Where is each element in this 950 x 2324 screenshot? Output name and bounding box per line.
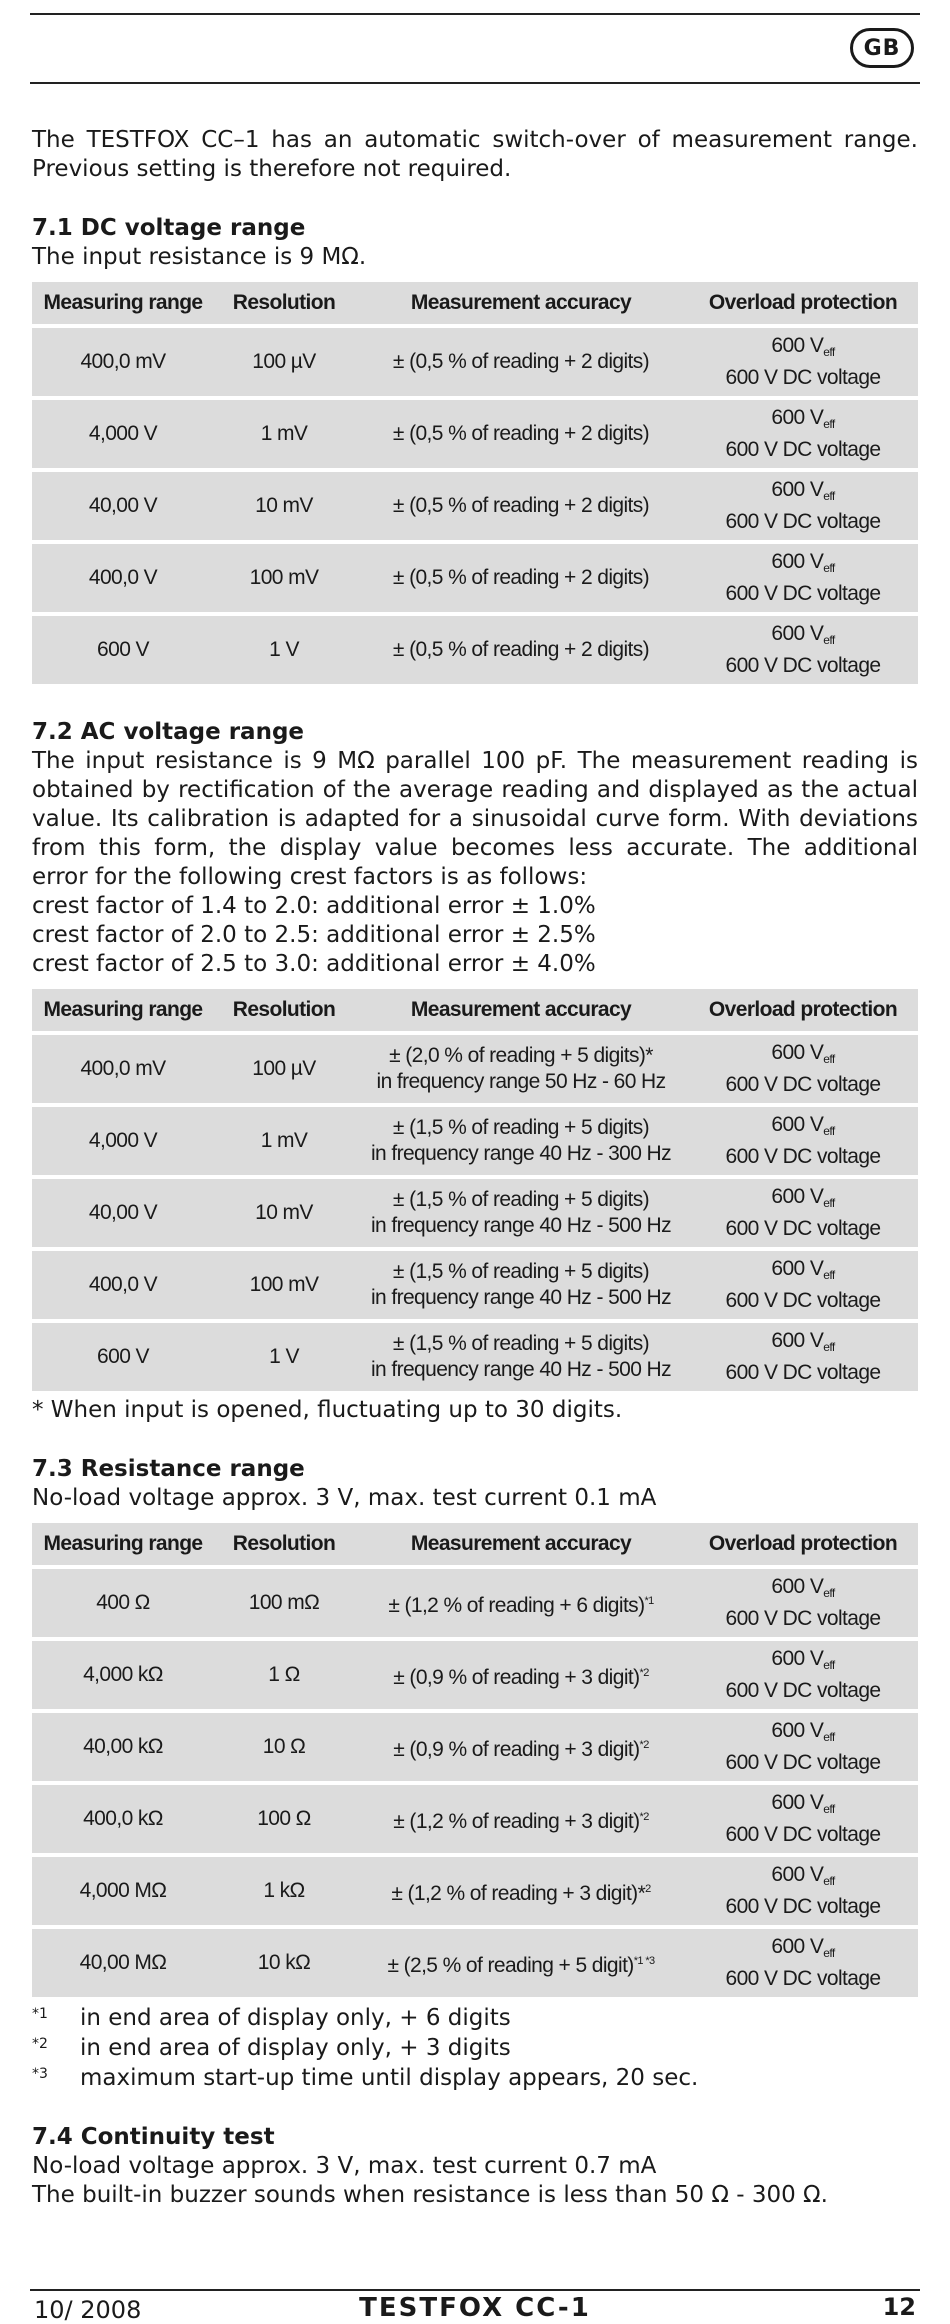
- overload-cell: [688, 1569, 918, 1637]
- accuracy-text: ± (0,5 % of reading + 2 digits): [392, 566, 650, 589]
- accuracy-text: ± (1,5 % of reading + 5 digits): [392, 1260, 650, 1283]
- cell-measurement-accuracy: [354, 616, 688, 684]
- cell-measuring-range: 4,000 MΩ: [32, 1857, 214, 1925]
- overload-cell: [688, 1035, 918, 1103]
- overload-dc-value: 600 V DC voltage: [725, 438, 881, 461]
- overload-ac-value: 600 V: [771, 1647, 824, 1670]
- cell-resolution: 1 V: [214, 1323, 354, 1391]
- overload-eff-subscript: eff: [823, 417, 835, 431]
- overload-dc-value: 600 V DC voltage: [725, 1967, 881, 1990]
- crest-factor-line: crest factor of 1.4 to 2.0: additional error ± 1.0%: [32, 893, 596, 919]
- footnote-reference: *2: [639, 1666, 649, 1679]
- header-resolution: Resolution: [214, 989, 354, 1031]
- section-title: 7.1 DC voltage range: [32, 215, 306, 241]
- crest-factor-line: crest factor of 2.0 to 2.5: additional error ± 2.5%: [32, 922, 596, 948]
- accuracy-text: ± (0,5 % of reading + 2 digits): [392, 638, 650, 661]
- header-rule: [30, 82, 920, 84]
- cell-resolution: 1 kΩ: [214, 1857, 354, 1925]
- header-overload-protection: Overload protection: [688, 989, 918, 1031]
- header-measurement-accuracy: Measurement accuracy: [354, 989, 688, 1031]
- cell-measurement-accuracy: [354, 472, 688, 540]
- continuity-line: No-load voltage approx. 3 V, max. test current 0.7 mA: [32, 2153, 657, 2179]
- cell-measuring-range: 4,000 V: [32, 400, 214, 468]
- footnote-item: [32, 2003, 918, 2033]
- overload-cell: [688, 1929, 918, 1997]
- footnote-mark: *2: [32, 2036, 48, 2052]
- overload-dc-value: 600 V DC voltage: [725, 366, 881, 389]
- overload-ac-value: 600 V: [771, 1575, 824, 1598]
- accuracy-text: ± (1,5 % of reading + 5 digits): [392, 1116, 650, 1139]
- footnote-reference: *2: [639, 1738, 649, 1751]
- footnote-text: in end area of display only, + 3 digits: [80, 2035, 511, 2061]
- overload-ac-value: 600 V: [771, 1719, 824, 1742]
- table-row: [32, 1641, 918, 1709]
- section-dc-voltage: [32, 214, 918, 688]
- overload-cell: [688, 616, 918, 684]
- cell-measuring-range: 400,0 V: [32, 1251, 214, 1319]
- resistance-footnotes: [32, 2003, 918, 2093]
- cell-measuring-range: 400,0 mV: [32, 328, 214, 396]
- cell-measuring-range: 4,000 V: [32, 1107, 214, 1175]
- overload-ac-value: 600 V: [771, 1863, 824, 1886]
- header-measurement-accuracy: Measurement accuracy: [354, 1523, 688, 1565]
- accuracy-text: ± (0,5 % of reading + 2 digits): [392, 422, 650, 445]
- accuracy-text: ± (1,2 % of reading + 3 digit)*: [391, 1881, 646, 1905]
- footnote-mark: *3: [32, 2066, 48, 2082]
- overload-ac-value: 600 V: [771, 478, 824, 501]
- table-row: [32, 1107, 918, 1175]
- overload-eff-subscript: eff: [823, 633, 835, 647]
- section-description: No-load voltage approx. 3 V, max. test current 0.1 mA: [32, 1485, 657, 1511]
- cell-measuring-range: 400 Ω: [32, 1569, 214, 1637]
- frequency-range-text: in frequency range 50 Hz - 60 Hz: [376, 1070, 666, 1093]
- table-row: [32, 544, 918, 612]
- overload-cell: [688, 1107, 918, 1175]
- header-resolution: Resolution: [214, 1523, 354, 1565]
- table-header-row: [32, 989, 918, 1031]
- accuracy-text: ± (0,9 % of reading + 3 digit): [393, 1665, 640, 1689]
- overload-cell: [688, 1641, 918, 1709]
- cell-resolution: 10 kΩ: [214, 1929, 354, 1997]
- table-header-row: [32, 282, 918, 324]
- cell-resolution: 100 µV: [214, 1035, 354, 1103]
- table-row: [32, 1785, 918, 1853]
- frequency-range-text: in frequency range 40 Hz - 300 Hz: [370, 1142, 672, 1165]
- table-row: [32, 1569, 918, 1637]
- accuracy-text: ± (2,5 % of reading + 5 digit): [387, 1953, 634, 1977]
- accuracy-text: ± (1,5 % of reading + 5 digits): [392, 1188, 650, 1211]
- overload-cell: [688, 1713, 918, 1781]
- cell-resolution: 10 mV: [214, 472, 354, 540]
- footnote-reference: *1: [644, 1594, 654, 1607]
- footer-product: TESTFOX CC-1: [359, 2293, 591, 2323]
- cell-measurement-accuracy: [354, 1107, 688, 1175]
- footnote-reference: *2: [639, 1810, 649, 1823]
- ac-voltage-table: [32, 985, 918, 1395]
- overload-ac-value: 600 V: [771, 334, 824, 357]
- cell-resolution: 1 V: [214, 616, 354, 684]
- overload-eff-subscript: eff: [823, 1946, 835, 1960]
- header-measuring-range: Measuring range: [32, 282, 214, 324]
- table-row: [32, 1035, 918, 1103]
- dc-voltage-table: [32, 278, 918, 688]
- footnote-text: maximum start-up time until display appears, 20 sec.: [80, 2065, 699, 2091]
- table-row: [32, 1857, 918, 1925]
- header-measuring-range: Measuring range: [32, 989, 214, 1031]
- overload-cell: [688, 472, 918, 540]
- overload-dc-value: 600 V DC voltage: [725, 1679, 881, 1702]
- overload-dc-value: 600 V DC voltage: [725, 1073, 881, 1096]
- overload-cell: [688, 1179, 918, 1247]
- cell-measuring-range: 40,00 V: [32, 472, 214, 540]
- overload-ac-value: 600 V: [771, 1113, 824, 1136]
- overload-eff-subscript: eff: [823, 1340, 835, 1354]
- overload-eff-subscript: eff: [823, 489, 835, 503]
- table-row: [32, 1713, 918, 1781]
- cell-measurement-accuracy: [354, 1323, 688, 1391]
- accuracy-text: ± (0,5 % of reading + 2 digits): [392, 494, 650, 517]
- overload-cell: [688, 1323, 918, 1391]
- overload-ac-value: 600 V: [771, 1041, 824, 1064]
- footnote-reference: 2: [645, 1882, 651, 1895]
- table-row: [32, 1929, 918, 1997]
- table-row: [32, 472, 918, 540]
- overload-dc-value: 600 V DC voltage: [725, 654, 881, 677]
- cell-measuring-range: 600 V: [32, 1323, 214, 1391]
- page-number: 12: [882, 2293, 916, 2321]
- frequency-range-text: in frequency range 40 Hz - 500 Hz: [370, 1286, 672, 1309]
- cell-measurement-accuracy: [354, 1569, 688, 1637]
- overload-ac-value: 600 V: [771, 550, 824, 573]
- cell-measuring-range: 400,0 V: [32, 544, 214, 612]
- overload-eff-subscript: eff: [823, 1586, 835, 1600]
- section-resistance: [32, 1455, 918, 2093]
- overload-cell: [688, 328, 918, 396]
- continuity-line: The built-in buzzer sounds when resistance is less than 50 Ω - 300 Ω.: [32, 2182, 828, 2208]
- footer-date: 10/ 2008: [34, 2296, 142, 2324]
- footnote-text: in end area of display only, + 6 digits: [80, 2005, 511, 2031]
- cell-measurement-accuracy: [354, 1641, 688, 1709]
- overload-dc-value: 600 V DC voltage: [725, 1607, 881, 1630]
- overload-ac-value: 600 V: [771, 1791, 824, 1814]
- cell-measurement-accuracy: [354, 544, 688, 612]
- cell-resolution: 100 mV: [214, 1251, 354, 1319]
- overload-dc-value: 600 V DC voltage: [725, 510, 881, 533]
- overload-eff-subscript: eff: [823, 1196, 835, 1210]
- cell-measuring-range: 40,00 MΩ: [32, 1929, 214, 1997]
- overload-eff-subscript: eff: [823, 345, 835, 359]
- overload-eff-subscript: eff: [823, 1874, 835, 1888]
- cell-measuring-range: 40,00 kΩ: [32, 1713, 214, 1781]
- cell-measuring-range: 400,0 mV: [32, 1035, 214, 1103]
- overload-eff-subscript: eff: [823, 561, 835, 575]
- overload-ac-value: 600 V: [771, 406, 824, 429]
- table-header-row: [32, 1523, 918, 1565]
- cell-resolution: 1 mV: [214, 1107, 354, 1175]
- overload-dc-value: 600 V DC voltage: [725, 1823, 881, 1846]
- overload-ac-value: 600 V: [771, 1935, 824, 1958]
- overload-ac-value: 600 V: [771, 1329, 824, 1352]
- overload-dc-value: 600 V DC voltage: [725, 1895, 881, 1918]
- overload-ac-value: 600 V: [771, 622, 824, 645]
- footnote-item: [32, 2063, 918, 2093]
- cell-measuring-range: 40,00 V: [32, 1179, 214, 1247]
- accuracy-text: ± (2,0 % of reading + 5 digits)*: [389, 1044, 653, 1067]
- section-description: The input resistance is 9 MΩ.: [32, 244, 367, 270]
- cell-resolution: 10 mV: [214, 1179, 354, 1247]
- section-ac-voltage: [32, 718, 918, 1425]
- cell-measuring-range: 600 V: [32, 616, 214, 684]
- accuracy-text: ± (1,2 % of reading + 6 digits): [388, 1593, 645, 1617]
- overload-dc-value: 600 V DC voltage: [725, 1751, 881, 1774]
- table-row: [32, 616, 918, 684]
- cell-resolution: 100 Ω: [214, 1785, 354, 1853]
- top-rule: [30, 13, 920, 15]
- overload-dc-value: 600 V DC voltage: [725, 1145, 881, 1168]
- intro-text: The TESTFOX CC–1 has an automatic switch-over of measurement range. Previous setting is therefore not required.: [32, 127, 918, 182]
- footer-rule: [30, 2289, 920, 2291]
- cell-measurement-accuracy: [354, 1251, 688, 1319]
- table-row: [32, 400, 918, 468]
- section-continuity: [32, 2123, 918, 2210]
- accuracy-text: ± (1,5 % of reading + 5 digits): [392, 1332, 650, 1355]
- table-row: [32, 1323, 918, 1391]
- overload-cell: [688, 1251, 918, 1319]
- overload-eff-subscript: eff: [823, 1124, 835, 1138]
- frequency-range-text: in frequency range 40 Hz - 500 Hz: [370, 1358, 672, 1381]
- header-overload-protection: Overload protection: [688, 282, 918, 324]
- header-resolution: Resolution: [214, 282, 354, 324]
- overload-cell: [688, 544, 918, 612]
- cell-measurement-accuracy: [354, 1035, 688, 1103]
- footnote-item: [32, 2033, 918, 2063]
- overload-eff-subscript: eff: [823, 1730, 835, 1744]
- overload-eff-subscript: eff: [823, 1658, 835, 1672]
- language-badge: GB: [850, 28, 914, 68]
- footnote-reference: *1 *3: [633, 1954, 655, 1967]
- cell-resolution: 100 µV: [214, 328, 354, 396]
- overload-eff-subscript: eff: [823, 1802, 835, 1816]
- cell-measurement-accuracy: [354, 328, 688, 396]
- section-title: 7.4 Continuity test: [32, 2124, 275, 2150]
- cell-measuring-range: 4,000 kΩ: [32, 1641, 214, 1709]
- cell-resolution: 1 Ω: [214, 1641, 354, 1709]
- overload-dc-value: 600 V DC voltage: [725, 1289, 881, 1312]
- overload-cell: [688, 1785, 918, 1853]
- cell-resolution: 100 mV: [214, 544, 354, 612]
- overload-dc-value: 600 V DC voltage: [725, 582, 881, 605]
- cell-measurement-accuracy: [354, 1713, 688, 1781]
- cell-measurement-accuracy: [354, 1785, 688, 1853]
- accuracy-text: ± (0,9 % of reading + 3 digit): [393, 1737, 640, 1761]
- table-row: [32, 1251, 918, 1319]
- accuracy-text: ± (0,5 % of reading + 2 digits): [392, 350, 650, 373]
- overload-ac-value: 600 V: [771, 1257, 824, 1280]
- footnote-mark: *1: [32, 2006, 48, 2022]
- section-title: 7.2 AC voltage range: [32, 719, 305, 745]
- resistance-table: [32, 1519, 918, 2001]
- accuracy-text: ± (1,2 % of reading + 3 digit): [393, 1809, 640, 1833]
- overload-eff-subscript: eff: [823, 1268, 835, 1282]
- cell-resolution: 10 Ω: [214, 1713, 354, 1781]
- cell-resolution: 100 mΩ: [214, 1569, 354, 1637]
- cell-measurement-accuracy: [354, 1179, 688, 1247]
- cell-resolution: 1 mV: [214, 400, 354, 468]
- overload-eff-subscript: eff: [823, 1052, 835, 1066]
- header-measuring-range: Measuring range: [32, 1523, 214, 1565]
- frequency-range-text: in frequency range 40 Hz - 500 Hz: [370, 1214, 672, 1237]
- ac-footnote: * When input is opened, fluctuating up to 30 digits.: [32, 1397, 623, 1423]
- cell-measuring-range: 400,0 kΩ: [32, 1785, 214, 1853]
- overload-ac-value: 600 V: [771, 1185, 824, 1208]
- section-title: 7.3 Resistance range: [32, 1456, 305, 1482]
- overload-cell: [688, 400, 918, 468]
- crest-factor-line: crest factor of 2.5 to 3.0: additional error ± 4.0%: [32, 951, 596, 977]
- overload-dc-value: 600 V DC voltage: [725, 1217, 881, 1240]
- cell-measurement-accuracy: [354, 1857, 688, 1925]
- page-content: [32, 126, 918, 2210]
- cell-measurement-accuracy: [354, 400, 688, 468]
- section-description: The input resistance is 9 MΩ parallel 100 pF. The measurement reading is obtained by rectification of the average reading and displayed as the actual value. Its calibration is adapted for a sinusoidal curve form. With deviations from this form, the display value becomes less accurate. The additional error for the following crest factors is as follows:: [32, 748, 918, 890]
- header-measurement-accuracy: Measurement accuracy: [354, 282, 688, 324]
- table-row: [32, 1179, 918, 1247]
- cell-measurement-accuracy: [354, 1929, 688, 1997]
- table-row: [32, 328, 918, 396]
- header-overload-protection: Overload protection: [688, 1523, 918, 1565]
- overload-cell: [688, 1857, 918, 1925]
- overload-dc-value: 600 V DC voltage: [725, 1361, 881, 1384]
